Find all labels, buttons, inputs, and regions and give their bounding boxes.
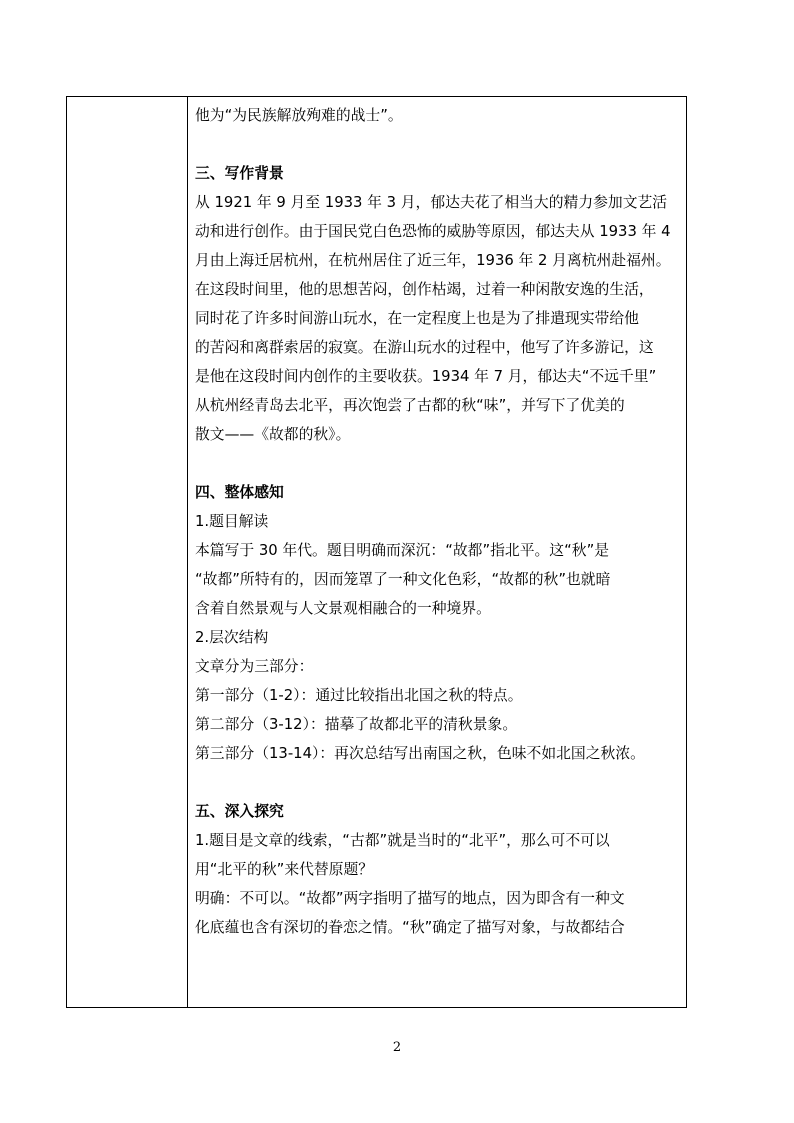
text-line: 1.题目是文章的线索，“古都”就是当时的“北平”，那么可不可以 <box>195 832 610 849</box>
text-line: 从 1921 年 9 月至 1933 年 3 月，郁达夫花了相当大的精力参加文艺活 <box>195 194 668 211</box>
text-line: 从杭州经青岛去北平，再次饱尝了古都的秋“味”，并写下了优美的 <box>195 397 625 414</box>
text-line: 第二部分（3-12）：描摹了故都北平的清秋景象。 <box>195 716 518 733</box>
text-line: 用“北平的秋”来代替原题？ <box>195 861 374 878</box>
section-heading-overview: 四、整体感知 <box>195 484 284 501</box>
text-line: 月由上海迁居杭州，在杭州居住了近三年，1936 年 2 月离杭州赴福州。 <box>195 252 671 269</box>
content-table <box>66 96 687 1008</box>
text-line: 文章分为三部分： <box>195 658 314 675</box>
text-line: 他为“为民族解放殉难的战士”。 <box>195 107 403 124</box>
blank-line <box>195 449 683 478</box>
text-line: 的苦闷和离群索居的寂寞。在游山玩水的过程中，他写了许多游记，这 <box>195 339 654 356</box>
section-heading-inquiry: 五、深入探究 <box>195 803 284 820</box>
text-line: 2.层次结构 <box>195 629 269 646</box>
text-line: 第三部分（13-14）：再次总结写出南国之秋，色味不如北国之秋浓。 <box>195 745 645 762</box>
page-number: 2 <box>392 1040 402 1055</box>
text-line: 含着自然景观与人文景观相融合的一种境界。 <box>195 600 491 617</box>
text-line: 动和进行创作。由于国民党白色恐怖的威胁等原因，郁达夫从 1933 年 4 <box>195 223 671 240</box>
text-line: 第一部分（1-2）：通过比较指出北国之秋的特点。 <box>195 687 523 704</box>
blank-line <box>195 768 683 797</box>
column-divider <box>187 97 188 1007</box>
text-line: 本篇写于 30 年代。题目明确而深沉：“故都”指北平。这“秋”是 <box>195 542 610 559</box>
text-line: 1.题目解读 <box>195 513 269 530</box>
text-line: 在这段时间里，他的思想苦闷，创作枯竭，过着一种闲散安逸的生活， <box>195 281 654 298</box>
section-heading-background: 三、写作背景 <box>195 165 284 182</box>
content-cell <box>195 101 683 942</box>
text-line: 化底蕴也含有深切的眷恋之情。“秋”确定了描写对象，与故都结合 <box>195 919 625 936</box>
text-line: 同时花了许多时间游山玩水，在一定程度上也是为了排遣现实带给他 <box>195 310 639 327</box>
blank-line <box>195 130 683 159</box>
text-line: 是他在这段时间内创作的主要收获。1934 年 7 月，郁达夫“不远千里” <box>195 368 657 385</box>
text-line: 明确：不可以。“故都”两字指明了描写的地点，因为即含有一种文 <box>195 890 625 907</box>
text-line: “故都”所特有的，因而笼罩了一种文化色彩，“故都的秋”也就暗 <box>195 571 611 588</box>
text-line: 散文——《故都的秋》。 <box>195 426 351 443</box>
